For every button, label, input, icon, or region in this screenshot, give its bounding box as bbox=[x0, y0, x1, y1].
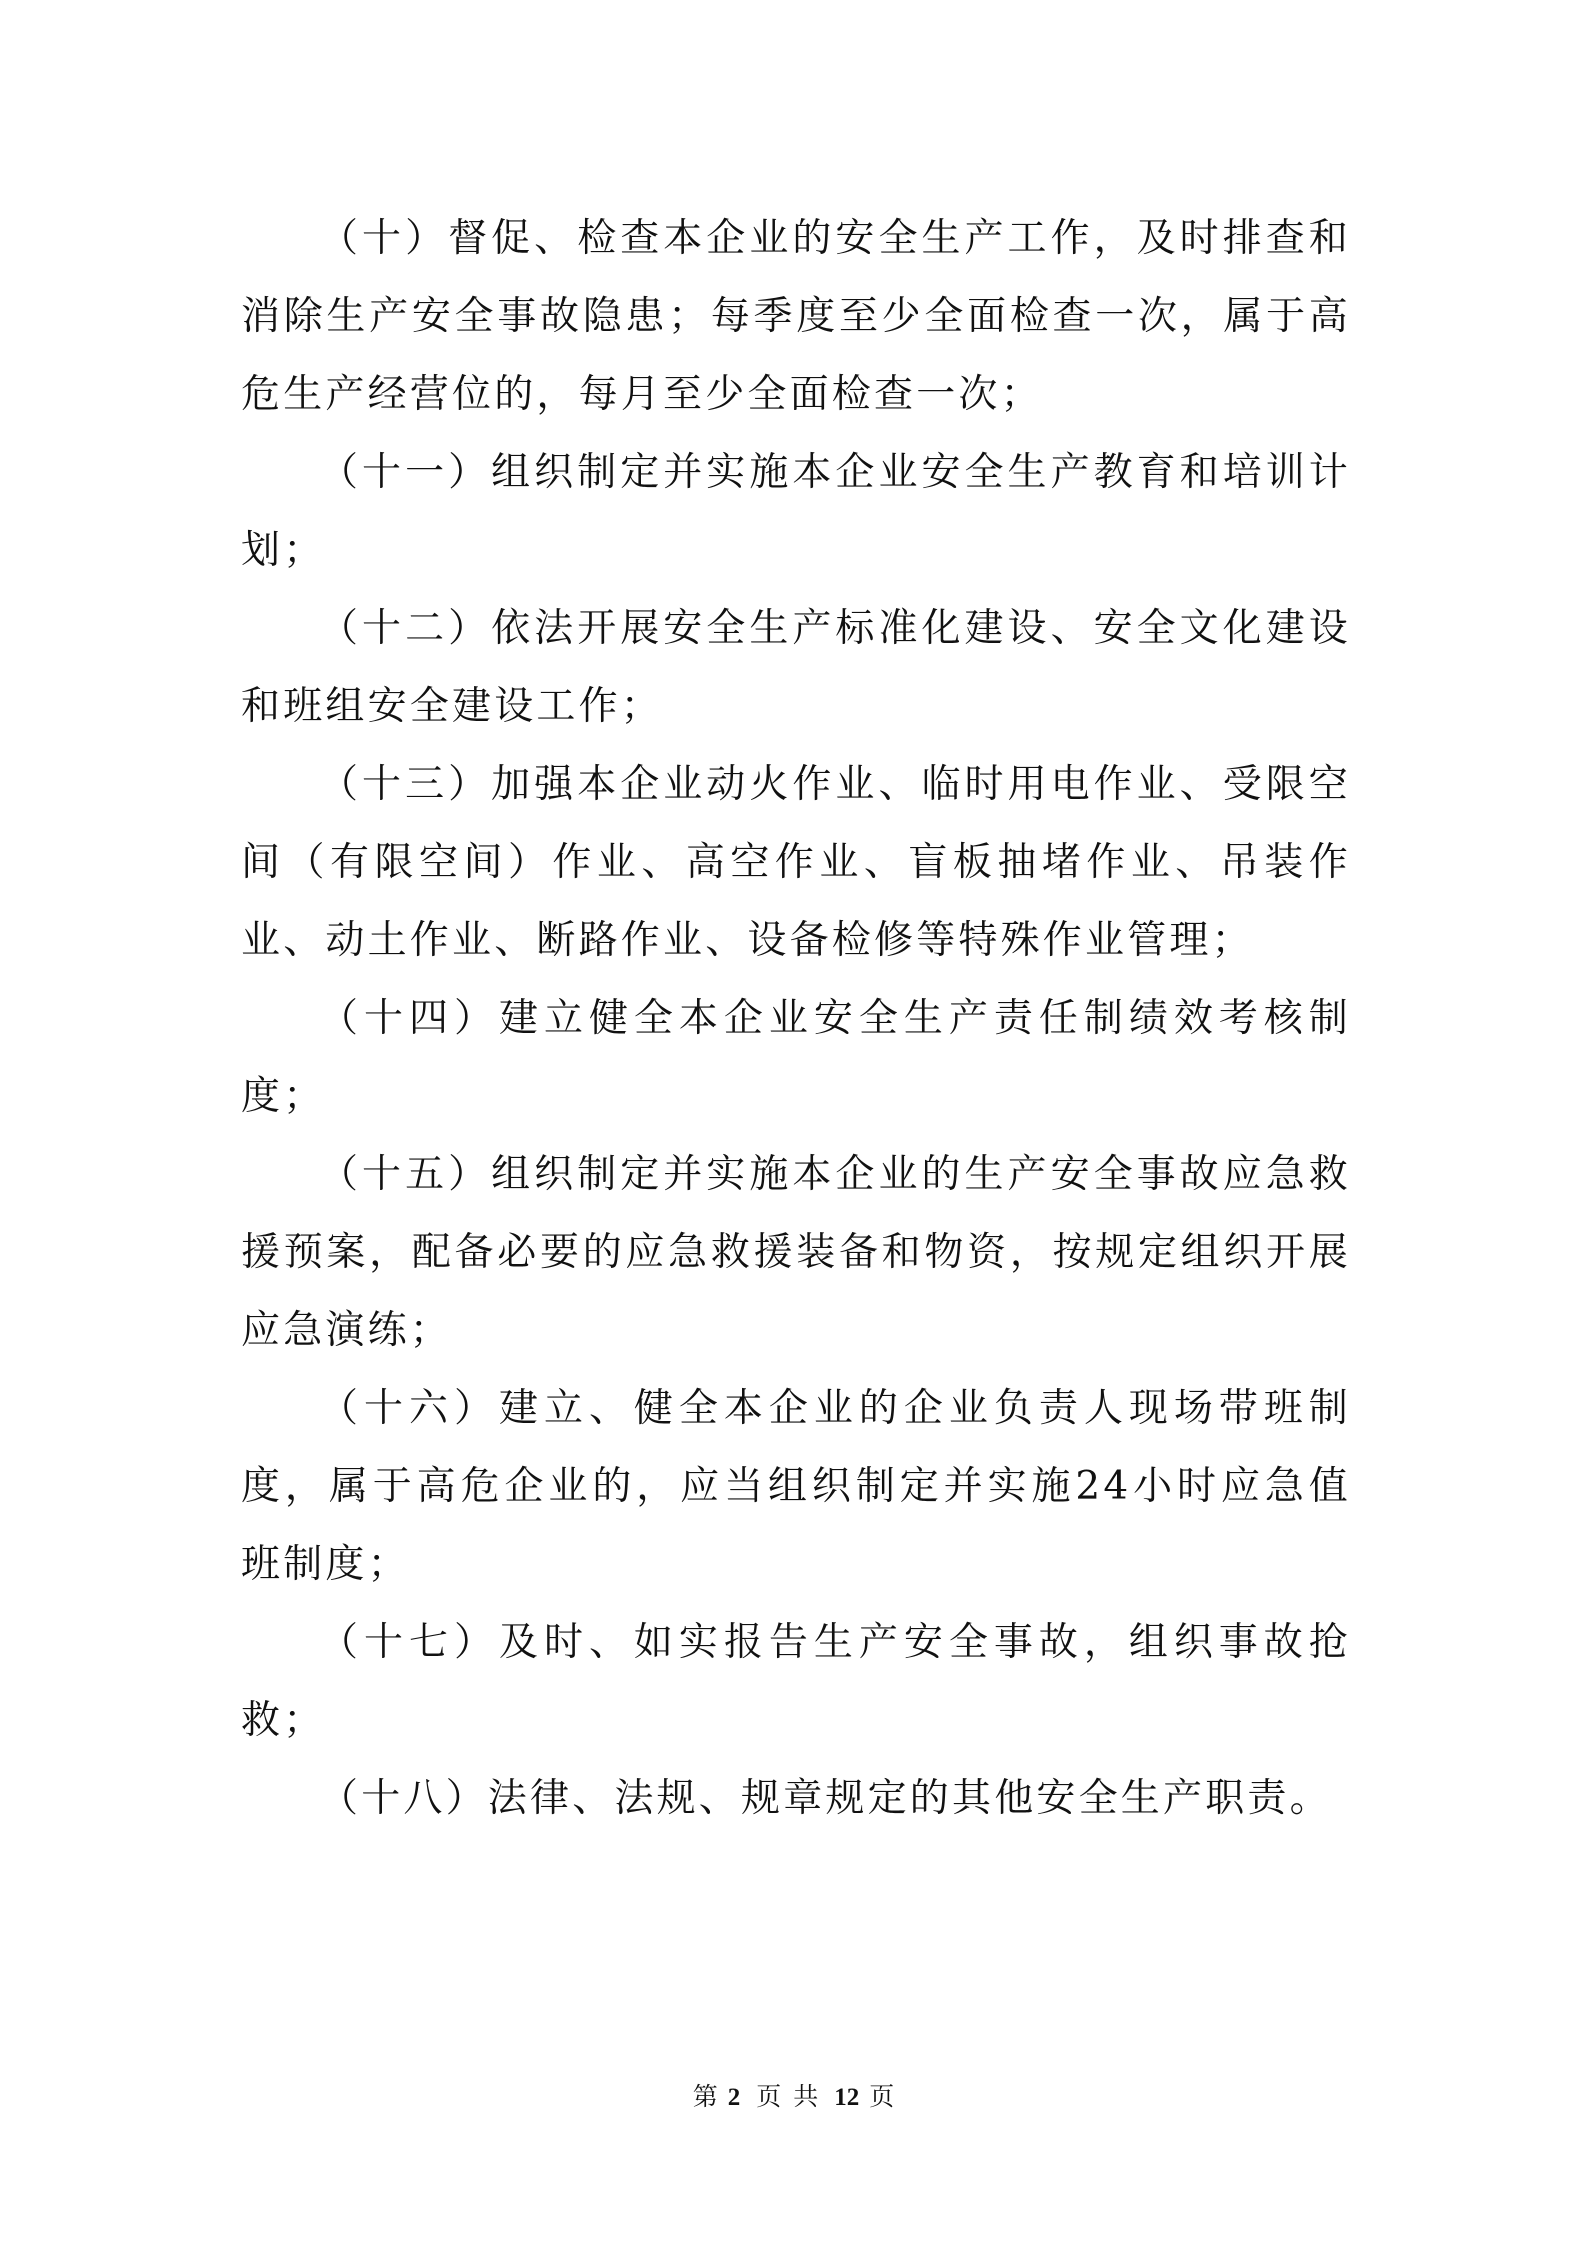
paragraph-item-11: （十一）组织制定并实施本企业安全生产教育和培训计划； bbox=[241, 450, 1351, 573]
page-footer bbox=[0, 2080, 1587, 2115]
paragraph-item-13: （十三）加强本企业动火作业、临时用电作业、受限空间（有限空间）作业、高空作业、盲板抽堵作业、吊装作业、动土作业、断路作业、设备检修等特殊作业管理； bbox=[241, 762, 1351, 963]
footer-suffix: 页 bbox=[869, 2082, 895, 2111]
paragraph-item-12: （十二）依法开展安全生产标准化建设、安全文化建设和班组安全建设工作； bbox=[241, 606, 1351, 729]
total-page-number: 12 bbox=[834, 2084, 860, 2111]
current-page-number: 2 bbox=[727, 2084, 741, 2111]
paragraph-item-10: （十）督促、检查本企业的安全生产工作，及时排查和消除生产安全事故隐患；每季度至少全面检查一次，属于高危生产经营位的，每月至少全面检查一次； bbox=[241, 216, 1351, 417]
paragraph-item-14: （十四）建立健全本企业安全生产责任制绩效考核制度； bbox=[241, 996, 1351, 1119]
paragraph-item-16: （十六）建立、健全本企业的企业负责人现场带班制度，属于高危企业的，应当组织制定并实施24小时应急值班制度； bbox=[241, 1386, 1351, 1587]
footer-total-word: 共 bbox=[793, 2082, 819, 2111]
paragraph-item-18: （十八）法律、法规、规章规定的其他安全生产职责。 bbox=[319, 1776, 1332, 1821]
document-body bbox=[241, 200, 1351, 1838]
footer-page-word: 页 bbox=[756, 2082, 782, 2111]
paragraph-item-15: （十五）组织制定并实施本企业的生产安全事故应急救援预案，配备必要的应急救援装备和物资，按规定组织开展应急演练； bbox=[241, 1152, 1351, 1353]
footer-prefix: 第 bbox=[692, 2082, 718, 2111]
paragraph-item-17: （十七）及时、如实报告生产安全事故，组织事故抢救； bbox=[241, 1620, 1351, 1743]
